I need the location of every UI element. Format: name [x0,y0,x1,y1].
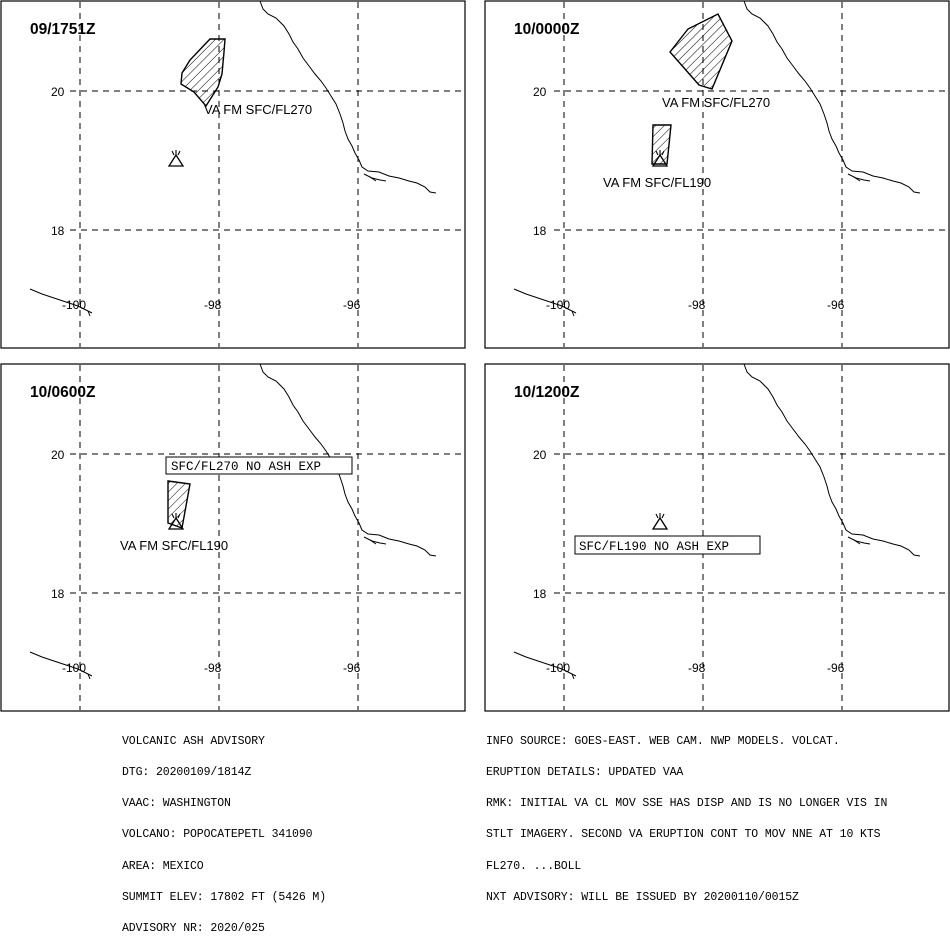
ash-label: VA FM SFC/FL190 [120,538,229,553]
map-panel-4 [485,364,949,711]
lon-label-98: -98 [688,661,706,675]
lat-label-18: 18 [533,587,547,601]
advisory-line: VOLCANO: POPOCATEPETL 341090 [122,828,313,842]
advisory-line: SUMMIT ELEV: 17802 FT (5426 M) [122,890,327,904]
grid-lines [70,2,465,347]
ash-label: VA FM SFC/FL270 [204,102,313,117]
advisory-line: AREA: MEXICO [122,859,204,873]
lon-label-100: -100 [546,298,571,312]
advisory-text-left [122,716,326,945]
lat-label-20: 20 [533,85,547,99]
panel-time-label: 10/0600Z [30,384,96,401]
ash-label: VA FM SFC/FL190 [603,175,712,190]
lat-label-20: 20 [51,448,65,462]
coastline [514,364,920,679]
lat-label-18: 18 [533,224,547,238]
advisory-line: FL270. ...BOLL [486,859,582,873]
advisory-line: DTG: 20200109/1814Z [122,766,252,780]
lon-label-98: -98 [204,298,222,312]
map-panel-3 [1,364,465,711]
advisory-line: ERUPTION DETAILS: UPDATED VAA [486,766,684,780]
volcano-icon [653,513,667,529]
lon-label-100: -100 [62,298,87,312]
volcano-icon [169,150,183,166]
lat-label-20: 20 [533,448,547,462]
coastline [30,364,436,679]
map-panel-1 [1,1,465,348]
panel-time-label: 10/0000Z [514,21,580,38]
advisory-line: VOLCANIC ASH ADVISORY [122,734,265,748]
advisory-line: STLT IMAGERY. SECOND VA ERUPTION CONT TO MOV NNE AT 10 KTS [486,828,881,842]
ash-polygon [181,39,225,106]
no-ash-label: SFC/FL270 NO ASH EXP [171,460,322,474]
lon-label-96: -96 [343,298,361,312]
advisory-line: ADVISORY NR: 2020/025 [122,922,265,936]
lon-label-96: -96 [827,661,845,675]
lon-label-98: -98 [688,298,706,312]
lon-label-98: -98 [204,661,222,675]
advisory-line: INFO SOURCE: GOES-EAST. WEB CAM. NWP MODELS. VOLCAT. [486,734,840,748]
lat-label-20: 20 [51,85,65,99]
lon-label-100: -100 [546,661,571,675]
map-panel-2 [485,1,949,348]
ash-polygon [168,481,190,528]
lat-label-18: 18 [51,587,65,601]
coastline [30,1,436,316]
lon-label-96: -96 [827,298,845,312]
lon-label-100: -100 [62,661,87,675]
lat-label-18: 18 [51,224,65,238]
advisory-line: VAAC: WASHINGTON [122,797,231,811]
advisory-line: NXT ADVISORY: WILL BE ISSUED BY 20200110/0015Z [486,890,799,904]
ash-polygon [670,14,732,89]
panel-time-label: 10/1200Z [514,384,580,401]
advisory-line: RMK: INITIAL VA CL MOV SSE HAS DISP AND IS NO LONGER VIS IN [486,797,888,811]
ash-label: VA FM SFC/FL270 [662,95,771,110]
panel-time-label: 09/1751Z [30,21,96,38]
no-ash-label: SFC/FL190 NO ASH EXP [579,540,730,554]
advisory-text-right [486,716,887,914]
lon-label-96: -96 [343,661,361,675]
